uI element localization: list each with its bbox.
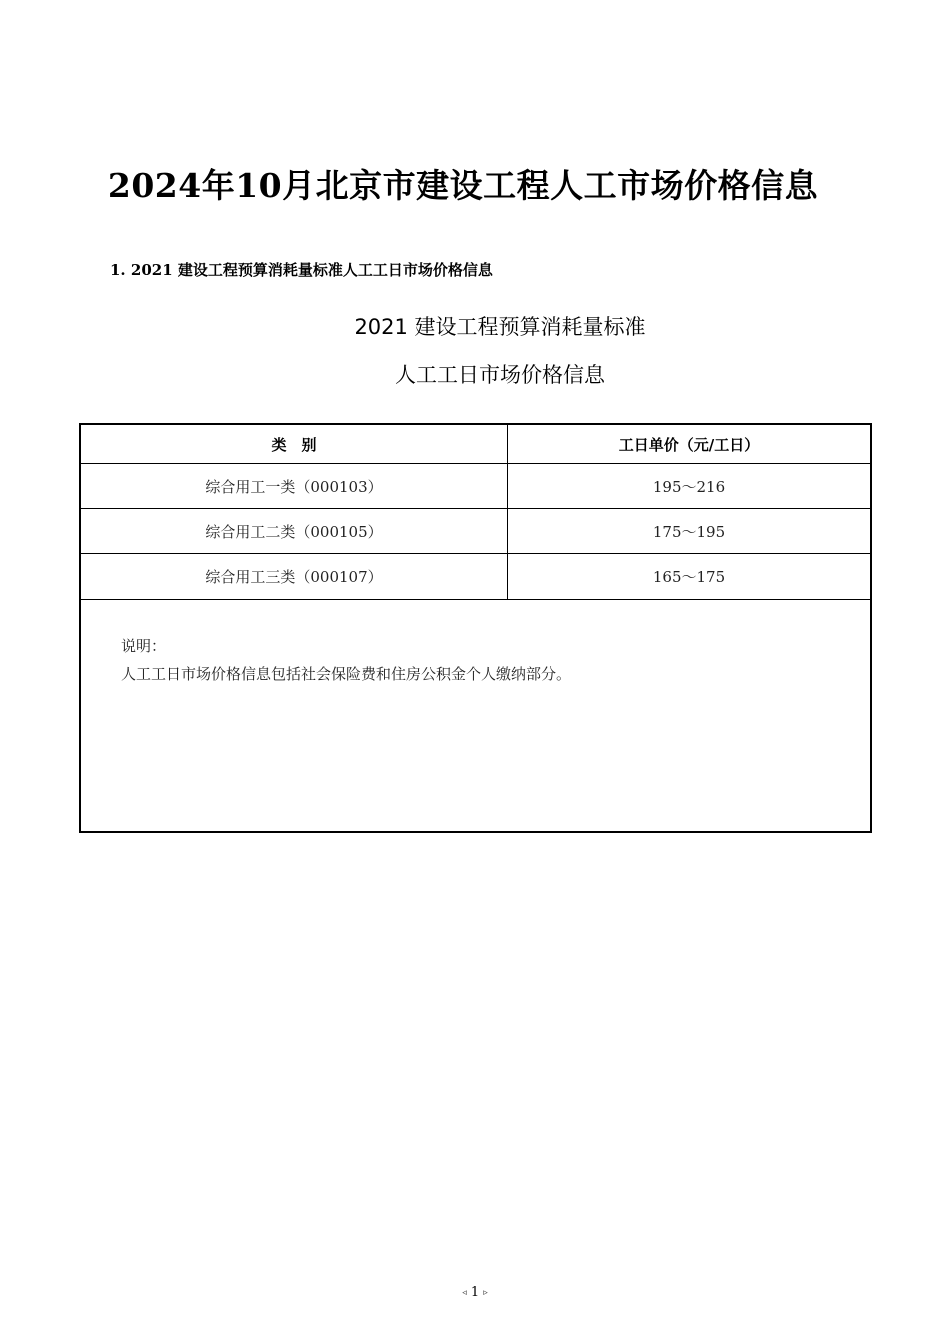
- page-number: 1: [470, 1285, 480, 1300]
- notes-text: 人工工日市场价格信息包括社会保险费和住房公积金个人缴纳部分。: [121, 665, 572, 683]
- price-table: [79, 423, 872, 833]
- table-header-row: [81, 425, 870, 464]
- notes-block: [121, 632, 571, 688]
- price-cell: 175～195: [652, 522, 726, 541]
- page-right-triangle-icon: ▹: [483, 1288, 488, 1298]
- table-row: [81, 464, 870, 509]
- table-row: [81, 509, 870, 554]
- table-title-line-2: 人工工日市场价格信息: [395, 363, 605, 387]
- category-cell: 综合用工二类（000105）: [81, 509, 508, 553]
- section-heading: 1. 2021 建设工程预算消耗量标准人工工日市场价格信息: [110, 261, 493, 279]
- table-row: [81, 554, 870, 600]
- document-title: 2024年10月北京市建设工程人工市场价格信息: [107, 166, 819, 205]
- page-footer: [0, 1285, 950, 1300]
- notes-label: 说明：: [121, 637, 167, 655]
- category-cell: 综合用工一类（000103）: [81, 464, 508, 508]
- header-category: 类 别: [81, 425, 508, 463]
- price-cell: 165～175: [652, 568, 726, 586]
- price-cell: 195～216: [652, 477, 726, 496]
- page-left-triangle-icon: ◃: [462, 1288, 467, 1298]
- table-title-line-1: 2021 建设工程预算消耗量标准: [354, 315, 646, 339]
- category-cell: 综合用工三类（000107）: [81, 554, 508, 599]
- header-unit-price: 工日单价（元/工日）: [618, 435, 760, 454]
